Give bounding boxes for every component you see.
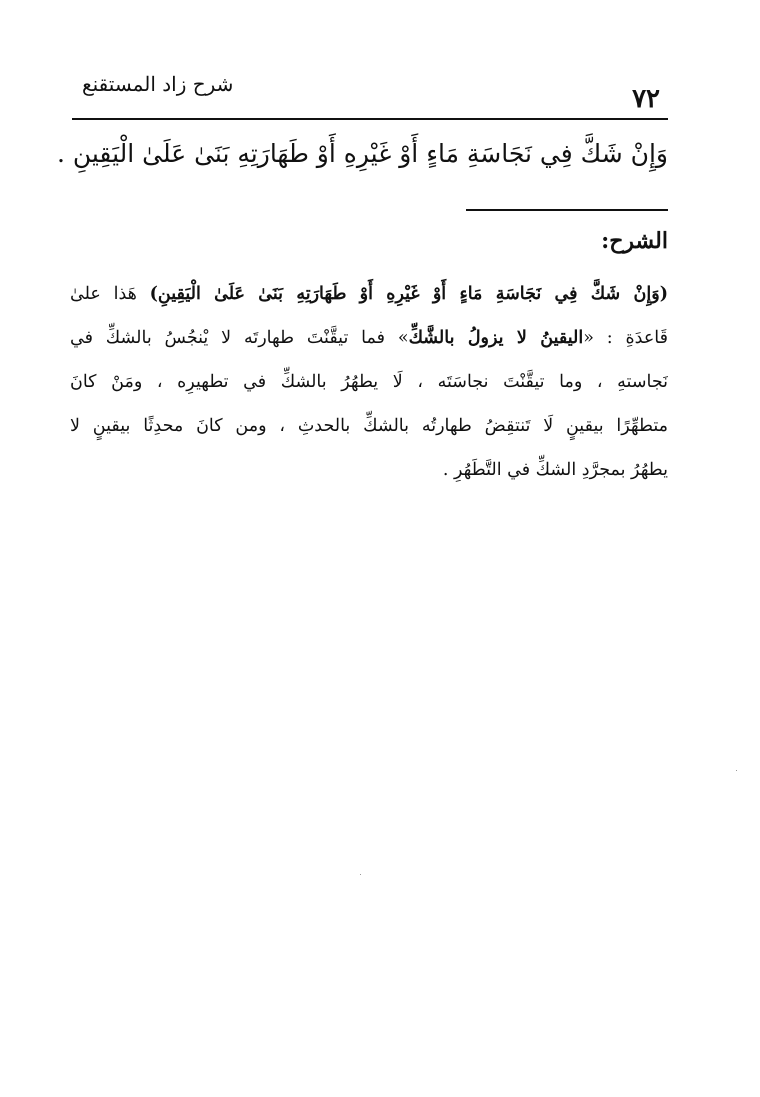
page-number: ٧٢ (632, 84, 660, 114)
sharh-line-2-start: قَاعدَةِ : « (583, 328, 668, 348)
header-rule (72, 118, 668, 120)
sharh-line-3: نَجاستهِ ، وما تيقَّنْتَ نجاسَتَه ، لَا يطهُرُ بالشكِّ في تطهيرِه ، ومَنْ كانَ (70, 372, 668, 392)
sharh-heading: الشرح: (601, 228, 668, 254)
section-separator (466, 209, 668, 211)
sharh-line-2-rest: » فما تيقَّنْتَ طهارتَه لا يْنجُسُ بالشكِّ في (70, 328, 409, 348)
sharh-line-5: يطهُرُ بمجرَّدِ الشكِّ في التَّطَهُرِ . (442, 460, 668, 480)
scan-speck (360, 874, 361, 875)
fiqh-rule: اليقينُ لا يزولُ بالشَّكِّ (408, 328, 584, 348)
matn-text: وَإِنْ شَكَّ فِي نَجَاسَةِ مَاءٍ أَوْ غَيْرِهِ أَوْ طَهَارَتِهِ بَنَىٰ عَلَىٰ الْيَقِينِ . (56, 139, 668, 168)
scan-speck (736, 770, 737, 771)
sharh-body (70, 272, 668, 492)
page-header (72, 70, 668, 120)
sharh-line-4: متطهِّرًا بيقينٍ لَا تَنتقِضُ طهارتُه بالشكِّ بالحدثِ ، ومن كانَ محدِثًا بيقينٍ لا (70, 416, 668, 436)
book-title: شرح زاد المستقنع (82, 72, 234, 96)
matn-quote: (وَإِنْ شَكَّ فِي نَجَاسَةِ مَاءٍ أَوْ غَيْرِهِ أَوْ طَهَارَتِهِ بَنَىٰ عَلَىٰ الْيَقِينِ) (149, 284, 668, 304)
sharh-line-2 (70, 316, 668, 360)
sharh-line-1-rest: هَذا علىٰ (70, 284, 137, 304)
sharh-line-1 (70, 272, 668, 316)
